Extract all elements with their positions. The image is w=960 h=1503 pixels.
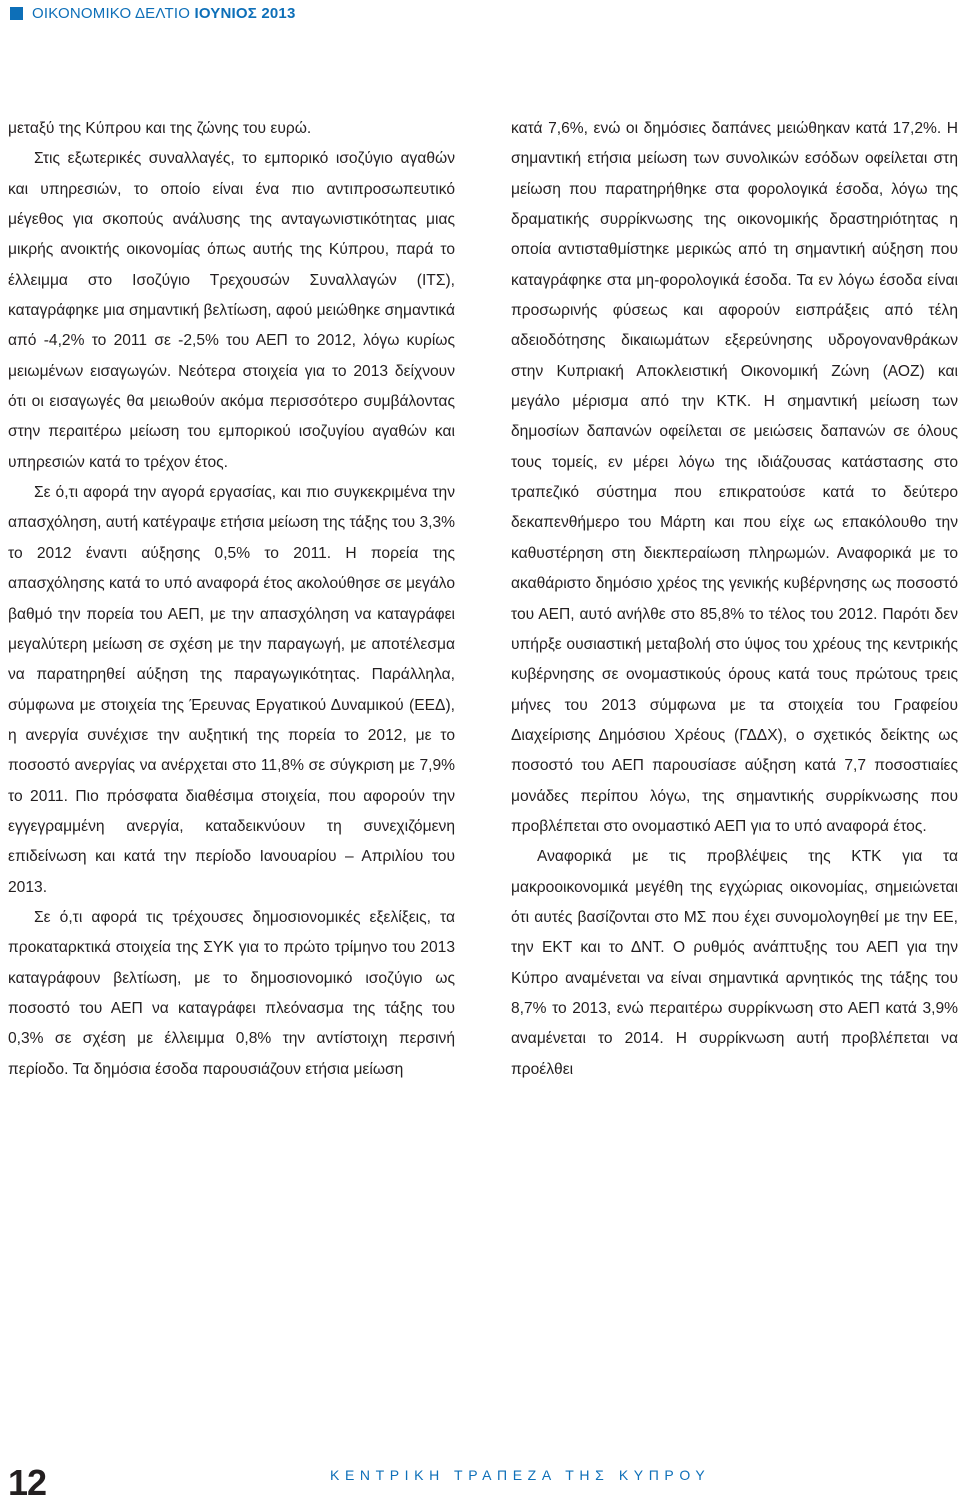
paragraph: Σε ό,τι αφορά τις τρέχουσες δημοσιονομικές εξελίξεις, τα προκαταρκτικά στοιχεία της ΣΥΚ για το πρώτο τρίμηνο του 2013 καταγράφουν βελτίωση, με το δημοσιονομικό ισοζύγιο ως ποσοστό του ΑΕΠ να καταγράφει πλεόνασμα της τάξης του 0,3% σε σχέση με έλλειμμα 0,8% την αντίστοιχη περσινή περίοδο. Τα δημόσια έσοδα παρουσιάζουν ετήσια μείωση [8,908,455,1078]
paragraph: κατά 7,6%, ενώ οι δημόσιες δαπάνες μειώθηκαν κατά 17,2%. Η σημαντική ετήσια μείωση των συνολικών εσόδων οφείλεται στη μείωση που παρατηρήθηκε στα φορολογικά έσοδα, λόγω της δραματικής συρρίκνωσης της οικονομικής δραστηριότητας η οποία αντισταθμίστηκε μερικώς από τη σημαντική αύξηση που καταγράφηκε στα μη-φορολογικά έσοδα. Τα εν λόγω έσοδα είναι προσωρινής φύσεως και αφορούν εισπράξεις από τέλη αδειοδότησης δικαιωμάτων εξερεύνησης υδρογονανθράκων στην Κυπριακή Αποκλειστική Οικονομική Ζώνη (ΑΟΖ) και μεγάλο μέρισμα από την ΚΤΚ. Η σημαντική μείωση των δημοσίων δαπανών οφείλεται σε μειώσεις δαπανών σε όλους τους τομείς, εν μέρει λόγω της ιδιάζουσας κατάστασης στο τραπεζικό σύστημα που επικρατούσε κατά το δεύτερο δεκαπενθήμερο του Μάρτη και που είχε ως επακόλουθο την καθυστέρηση στη διεκπεραίωση πληρωμών. Αναφορικά με το ακαθάριστο δημόσιο χρέος της γενικής κυβέρνησης ως ποσοστό του ΑΕΠ, αυτό ανήλθε στο 85,8% το τέλος του 2012. Παρότι δεν υπήρξε ουσιαστική μεταβολή στο ύψος του χρέους της κεντρικής κυβέρνησης σε ονομαστικούς όρους κατά τους πρώτους τρεις μήνες του 2013 σύμφωνα με τα στοιχεία του Γραφείου Διαχείρισης Δημόσιου Χρέους (ΓΔΔΧ), ο σχετικός δείκτης ως ποσοστό του ΑΕΠ παρουσίασε αύξηση κατά 7,7 ποσοστιαίες μονάδες περίπου λόγω, της σημαντικής συρρίκνωσης που προβλέπεται στο ονομαστικό ΑΕΠ για το υπό αναφορά έτος. [511,120,958,835]
header-title [32,5,296,22]
left-column [8,114,455,1085]
paragraph: μεταξύ της Κύπρου και της ζώνης του ευρώ. [8,120,312,137]
paragraph: Σε ό,τι αφορά την αγορά εργασίας, και πιο συγκεκριμένα την απασχόληση, αυτή κατέγραψε ετήσια μείωση της τάξης του 3,3% το 2012 έναντι αύξησης 0,5% το 2011. Η πορεία της απασχόλησης κατά το υπό αναφορά έτος ακολούθησε σε μεγάλο βαθμό την πορεία του ΑΕΠ, με την απασχόληση να καταγράφει μεγαλύτερη μείωση σε σχέση με την παραγωγή, με αποτέλεσμα να παρατηρηθεί αύξηση της παραγωγικότητας. Παράλληλα, σύμφωνα με στοιχεία της Έρευνας Εργατικού Δυναμικού (ΕΕΔ), η ανεργία συνέχισε την αυξητική της πορεία το 2012, με το ποσοστό ανεργίας να ανέρχεται στο 11,8% σε σύγκριση με 7,9% το 2011. Πιο πρόσφατα διαθέσιμα στοιχεία, που αφορούν την εγγεγραμμένη ανεργία, καταδεικνύουν τη συνεχιζόμενη επιδείνωση και κατά την περίοδο Ιανουαρίου – Απριλίου του 2013. [8,484,455,896]
paragraph: Αναφορικά με τις προβλέψεις της ΚΤΚ για τα μακροοικονομικά μεγέθη της εγχώριας οικονομίας, σημειώνεται ότι αυτές βασίζονται στο ΜΣ που έχει συνομολογηθεί με την ΕΕ, την ΕΚΤ και το ΔΝΤ. Ο ρυθμός ανάπτυξης του ΑΕΠ για την Κύπρο αναμένεται να είναι σημαντικά αρνητικός της τάξης του 8,7% το 2013, ενώ περαιτέρω συρρίκνωση στο ΑΕΠ κατά 3,9% αναμένεται το 2014. Η συρρίκνωση αυτή προβλέπεται να προέλθει [511,848,958,1078]
running-header [10,3,296,23]
header-square-icon [10,7,23,20]
right-column [511,114,958,1085]
footer-publisher: ΚΕΝΤΡΙΚΗ ΤΡΑΠΕΖΑ ΤΗΣ ΚΥΠΡΟΥ [330,1467,711,1483]
header-title-normal: ΟΙΚΟΝΟΜΙΚΟ ΔΕΛΤΙΟ [32,4,191,22]
paragraph: Στις εξωτερικές συναλλαγές, το εμπορικό ισοζύγιο αγαθών και υπηρεσιών, το οποίο είναι ένα πιο αντιπροσωπευτικό μέγεθος για σκοπούς ανάλυσης της ανταγωνιστικότητας μιας μικρής ανοικτής οικονομίας όπως αυτής της Κύπρου, παρά το έλλειμμα στο Ισοζύγιο Τρεχουσών Συναλλαγών (ΙΤΣ), καταγράφηκε μια σημαντική βελτίωση, αφού μειώθηκε σημαντικά από -4,2% το 2011 σε -2,5% του ΑΕΠ το 2012, λόγω κυρίως μειωμένων εισαγωγών. Νεότερα στοιχεία για το 2013 δείχνουν ότι οι εισαγωγές θα μειωθούν ακόμα περισσότερο συμβάλοντας στην περαιτέρω μείωση του εμπορικού ισοζυγίου αγαθών και υπηρεσιών κατά το τρέχον έτος. [8,150,455,471]
header-title-date: ΙΟΥΝΙΟΣ 2013 [194,4,296,22]
page-number: 12 [8,1462,47,1503]
